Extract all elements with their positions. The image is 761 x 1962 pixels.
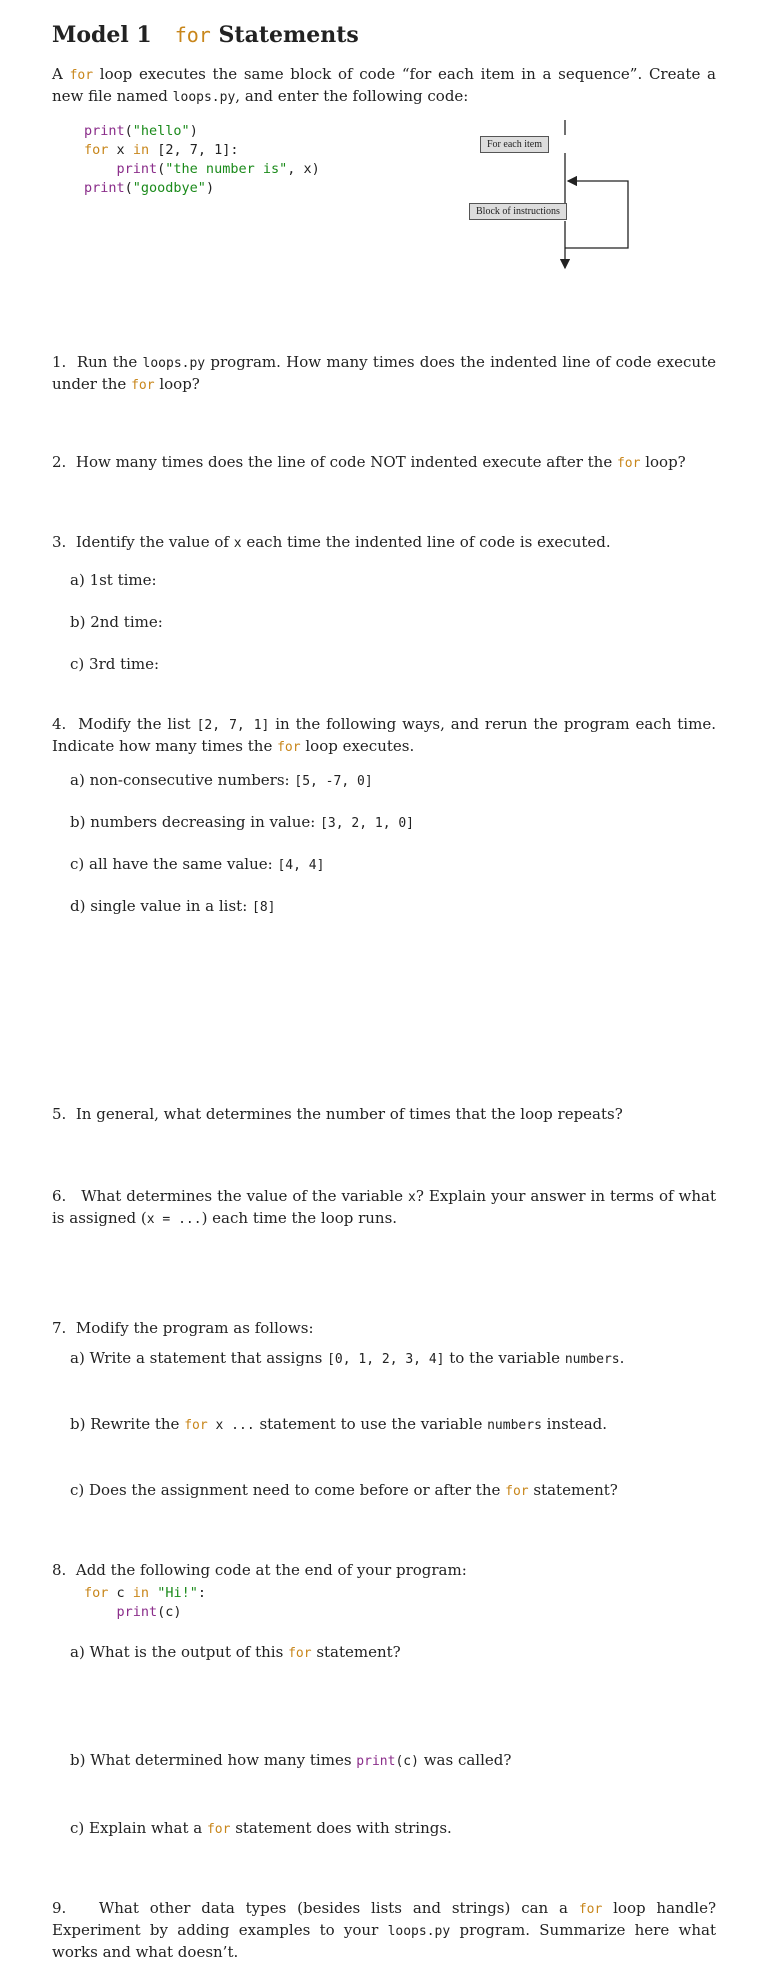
question-8b: b) What determined how many times print(c) was called?: [70, 1751, 512, 1769]
question-4b: b) numbers decreasing in value: [3, 2, 1, 0]: [70, 813, 414, 831]
question-5: 5. In general, what determines the number of times that the loop repeats?: [52, 1105, 623, 1123]
title-suffix: Statements: [218, 22, 359, 48]
intro-paragraph: A for loop executes the same block of code “for each item in a sequence”. Create a new file named loops.py, and enter the following code:: [52, 65, 716, 105]
question-7b: b) Rewrite the for x ... statement to use the variable numbers instead.: [70, 1415, 608, 1433]
question-8: 8. Add the following code at the end of your program:: [52, 1561, 467, 1579]
question-1: 1. Run the loops.py program. How many times does the indented line of code execute under the for loop?: [52, 353, 716, 393]
question-8-code: for c in "Hi!": print(c): [84, 1585, 206, 1620]
page-title: [52, 22, 359, 48]
flow-loop-back-arrow: [565, 181, 628, 248]
flowchart-box-block: Block of instructions: [469, 203, 567, 220]
question-3b: b) 2nd time:: [70, 613, 163, 631]
question-2: 2. How many times does the line of code NOT indented execute after the for loop?: [52, 453, 686, 471]
flowchart-box-for-each: For each item: [480, 136, 549, 153]
question-9: 9. What other data types (besides lists and strings) can a for loop handle? Experiment by adding examples to your loops.py program. Summarize here what works and what doesn’t.: [52, 1899, 716, 1961]
title-prefix: Model 1: [52, 22, 152, 48]
question-4: 4. Modify the list [2, 7, 1] in the following ways, and rerun the program each time. Indicate how many times the for loop executes.: [52, 715, 716, 755]
question-7a: a) Write a statement that assigns [0, 1, 2, 3, 4] to the variable numbers.: [70, 1349, 625, 1367]
question-3: 3. Identify the value of x each time the indented line of code is executed.: [52, 533, 611, 551]
question-3c: c) 3rd time:: [70, 655, 160, 673]
title-keyword: for: [174, 23, 211, 47]
question-4a: a) non-consecutive numbers: [5, -7, 0]: [70, 771, 373, 789]
question-4d: d) single value in a list: [8]: [70, 897, 276, 915]
question-7c: c) Does the assignment need to come before or after the for statement?: [70, 1481, 618, 1499]
question-7: 7. Modify the program as follows:: [52, 1319, 314, 1337]
question-3a: a) 1st time:: [70, 571, 157, 589]
question-4c: c) all have the same value: [4, 4]: [70, 855, 325, 873]
code-listing: print("hello") for x in [2, 7, 1]: print("the number is", x) print("goodbye"): [84, 123, 320, 196]
question-8c: c) Explain what a for statement does with strings.: [70, 1819, 452, 1837]
question-6: 6. What determines the value of the variable x? Explain your answer in terms of what is assigned (x = ...) each time the loop runs.: [52, 1187, 716, 1227]
question-8a: a) What is the output of this for statement?: [70, 1643, 401, 1661]
